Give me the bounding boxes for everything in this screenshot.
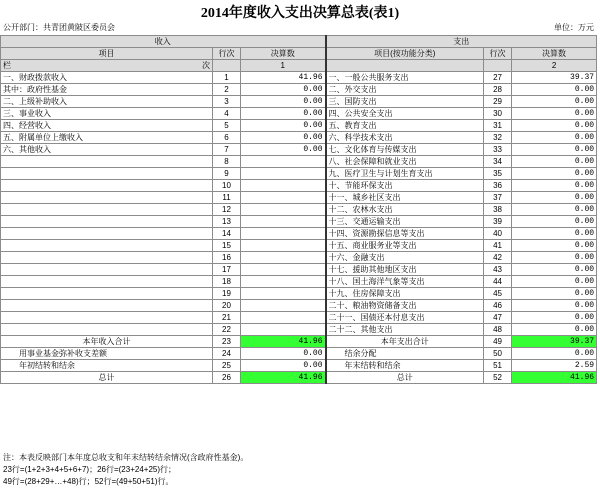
income-line-cell: 15 [213,240,241,252]
income-amount-cell: 0.00 [241,84,326,96]
expense-line-header: 行次 [484,48,512,60]
expense-amount-cell: 0.00 [512,300,597,312]
expense-line-cell: 27 [484,72,512,84]
income-item-cell: 四、经营收入 [1,120,213,132]
expense-line-cell: 34 [484,156,512,168]
income-line-cell: 18 [213,276,241,288]
income-item-cell [1,216,213,228]
income-amount-cell: 0.00 [241,108,326,120]
expense-line-cell: 38 [484,204,512,216]
income-item-cell [1,312,213,324]
expense-item-cell: 十四、资源勘探信息等支出 [326,228,484,240]
table-row [1,204,597,216]
expense-line-cell: 40 [484,228,512,240]
income-line-cell: 6 [213,132,241,144]
income-amount-cell [241,192,326,204]
income-total-line: 23 [213,336,241,348]
note-line: 23行=(1+2+3+4+5+6+7)；26行=(23+24+25)行； [3,465,177,474]
expense-amount-cell: 0.00 [512,204,597,216]
income-line-cell: 16 [213,252,241,264]
income-total-label: 总计 [1,372,213,384]
table-row [1,84,597,96]
table-row [1,300,597,312]
income-amount-cell [241,288,326,300]
blank-cell [213,60,241,72]
expense-total-line: 50 [484,348,512,360]
table-row [1,228,597,240]
expense-item-cell: 十六、金融支出 [326,252,484,264]
income-line-cell: 3 [213,96,241,108]
expense-line-cell: 45 [484,288,512,300]
income-line-cell: 11 [213,192,241,204]
income-line-header: 行次 [213,48,241,60]
income-line-cell: 2 [213,84,241,96]
income-item-header: 项目 [1,48,213,60]
table-notes [3,452,248,488]
income-total-label: 本年收入合计 [1,336,213,348]
expense-item-cell: 七、文化体育与传媒支出 [326,144,484,156]
expense-amount-cell: 0.00 [512,156,597,168]
income-amount-cell [241,264,326,276]
income-item-cell: 其中：政府性基金 [1,84,213,96]
income-total-line: 26 [213,372,241,384]
income-line-cell: 8 [213,156,241,168]
income-item-cell [1,156,213,168]
expense-item-cell: 十、节能环保支出 [326,180,484,192]
expense-amount-cell: 0.00 [512,180,597,192]
table-row [1,132,597,144]
table-row [1,264,597,276]
income-item-cell [1,204,213,216]
expense-item-cell: 二十二、其他支出 [326,324,484,336]
income-amount-cell: 0.00 [241,96,326,108]
income-item-cell [1,276,213,288]
expense-item-cell: 二十一、国债还本付息支出 [326,312,484,324]
income-amount-cell [241,204,326,216]
expense-amount-cell: 0.00 [512,288,597,300]
income-total-line: 25 [213,360,241,372]
income-line-cell: 19 [213,288,241,300]
income-section-header: 收入 [1,36,326,48]
income-total-amount: 0.00 [241,348,326,360]
expense-amount-cell: 0.00 [512,216,597,228]
income-item-cell [1,252,213,264]
expense-line-cell: 43 [484,264,512,276]
income-item-cell [1,288,213,300]
income-item-cell [1,264,213,276]
expense-line-cell: 28 [484,84,512,96]
expense-line-cell: 42 [484,252,512,264]
table-row [1,144,597,156]
income-item-cell: 一、财政拨款收入 [1,72,213,84]
expense-line-cell: 32 [484,132,512,144]
expense-line-cell: 39 [484,216,512,228]
expense-amount-cell: 0.00 [512,324,597,336]
income-item-cell [1,192,213,204]
expense-item-cell: 五、教育支出 [326,120,484,132]
income-item-cell [1,324,213,336]
expense-line-cell: 46 [484,300,512,312]
income-line-cell: 14 [213,228,241,240]
total-row [1,336,597,348]
expense-line-cell: 30 [484,108,512,120]
income-amount-cell [241,312,326,324]
expense-item-cell: 六、科学技术支出 [326,132,484,144]
expense-item-cell: 十三、交通运输支出 [326,216,484,228]
expense-item-cell: 二、外交支出 [326,84,484,96]
income-total-label: 用事业基金弥补收支差额 [1,348,213,360]
expense-item-cell: 十九、住房保障支出 [326,288,484,300]
expense-item-cell: 八、社会保障和就业支出 [326,156,484,168]
income-line-cell: 12 [213,204,241,216]
income-amount-header: 决算数 [241,48,326,60]
income-line-cell: 20 [213,300,241,312]
budget-table [0,35,597,384]
income-line-cell: 22 [213,324,241,336]
income-line-cell: 4 [213,108,241,120]
income-amount-cell [241,324,326,336]
expense-amount-cell: 0.00 [512,192,597,204]
income-amount-cell: 0.00 [241,144,326,156]
unit-label: 单位：万元 [554,23,594,32]
expense-total-line: 51 [484,360,512,372]
column-header-row [1,48,597,60]
expense-amount-cell: 0.00 [512,132,597,144]
expense-line-cell: 48 [484,324,512,336]
expense-line-cell: 36 [484,180,512,192]
expense-amount-header: 决算数 [512,48,597,60]
table-row [1,192,597,204]
income-amount-cell [241,300,326,312]
expense-total-amount: 41.96 [512,372,597,384]
income-item-cell [1,228,213,240]
expense-amount-cell: 0.00 [512,228,597,240]
table-row [1,324,597,336]
expense-line-cell: 33 [484,144,512,156]
expense-item-cell: 九、医疗卫生与计划生育支出 [326,168,484,180]
expense-amount-cell: 0.00 [512,312,597,324]
income-line-cell: 5 [213,120,241,132]
expense-amount-cell: 0.00 [512,120,597,132]
income-total-amount: 0.00 [241,360,326,372]
expense-line-cell: 44 [484,276,512,288]
expense-line-cell: 31 [484,120,512,132]
table-row [1,96,597,108]
income-amount-cell [241,216,326,228]
expense-amount-cell: 0.00 [512,144,597,156]
table-row [1,288,597,300]
income-total-amount: 41.96 [241,372,326,384]
income-total-line: 24 [213,348,241,360]
expense-item-cell: 四、公共安全支出 [326,108,484,120]
income-line-cell: 7 [213,144,241,156]
income-amount-cell [241,252,326,264]
lan-label: 栏 [3,61,11,70]
column-index-2: 2 [512,60,597,72]
income-amount-cell [241,240,326,252]
table-row [1,252,597,264]
table-row [1,72,597,84]
note-line: 49行=(28+29+…+48)行；52行=(49+50+51)行。 [3,477,174,486]
expense-total-label: 年末结转和结余 [326,360,484,372]
expense-item-cell: 十八、国土海洋气象等支出 [326,276,484,288]
income-line-cell: 9 [213,168,241,180]
expense-item-cell: 二十、粮油物资储备支出 [326,300,484,312]
expense-amount-cell: 0.00 [512,276,597,288]
expense-line-cell: 37 [484,192,512,204]
income-amount-cell: 0.00 [241,132,326,144]
table-row [1,156,597,168]
expense-total-amount: 2.59 [512,360,597,372]
table-row [1,276,597,288]
expense-amount-cell: 0.00 [512,252,597,264]
income-amount-cell [241,180,326,192]
table-row [1,216,597,228]
expense-item-cell: 十五、商业服务业等支出 [326,240,484,252]
table-row [1,108,597,120]
expense-amount-cell: 0.00 [512,108,597,120]
income-line-cell: 13 [213,216,241,228]
table-row [1,168,597,180]
expense-amount-cell: 0.00 [512,96,597,108]
income-amount-cell [241,156,326,168]
department-label: 公开部门：共青团黄陂区委员会 [3,23,115,32]
blank-cell [326,60,484,72]
total-row [1,348,597,360]
income-item-cell [1,180,213,192]
expense-item-header: 项目(按功能分类) [326,48,484,60]
expense-item-cell: 十二、农林水支出 [326,204,484,216]
table-row [1,240,597,252]
income-line-cell: 17 [213,264,241,276]
expense-amount-cell: 0.00 [512,240,597,252]
expense-total-label: 结余分配 [326,348,484,360]
income-amount-cell [241,228,326,240]
total-row [1,372,597,384]
income-item-cell: 二、上级补助收入 [1,96,213,108]
expense-total-line: 52 [484,372,512,384]
ci-label: 次 [202,61,210,70]
report-title: 2014年度收入支出决算总表(表1) [200,6,400,21]
expense-section-header: 支出 [326,36,597,48]
expense-item-cell: 十一、城乡社区支出 [326,192,484,204]
expense-amount-cell: 39.37 [512,72,597,84]
expense-line-cell: 41 [484,240,512,252]
expense-item-cell: 一、一般公共服务支出 [326,72,484,84]
lan-ci-cell [1,60,213,72]
income-item-cell: 五、附属单位上缴收入 [1,132,213,144]
table-row [1,120,597,132]
expense-total-label: 本年支出合计 [326,336,484,348]
income-item-cell: 三、事业收入 [1,108,213,120]
income-line-cell: 10 [213,180,241,192]
blank-cell [484,60,512,72]
note-line: 注：本表反映部门本年度总收支和年末结转结余情况(含政府性基金)。 [3,453,249,462]
income-item-cell: 六、其他收入 [1,144,213,156]
expense-item-cell: 三、国防支出 [326,96,484,108]
expense-total-label: 总计 [326,372,484,384]
expense-amount-cell: 0.00 [512,168,597,180]
expense-total-amount: 39.37 [512,336,597,348]
expense-total-amount: 0.00 [512,348,597,360]
income-total-label: 年初结转和结余 [1,360,213,372]
income-item-cell [1,300,213,312]
section-header-row [1,36,597,48]
income-amount-cell: 0.00 [241,120,326,132]
income-item-cell [1,240,213,252]
expense-total-line: 49 [484,336,512,348]
table-row [1,312,597,324]
income-line-cell: 1 [213,72,241,84]
column-index-row [1,60,597,72]
table-row [1,180,597,192]
expense-line-cell: 47 [484,312,512,324]
expense-line-cell: 29 [484,96,512,108]
income-amount-cell: 41.96 [241,72,326,84]
expense-amount-cell: 0.00 [512,264,597,276]
income-total-amount: 41.96 [241,336,326,348]
total-row [1,360,597,372]
expense-amount-cell: 0.00 [512,84,597,96]
expense-line-cell: 35 [484,168,512,180]
income-item-cell [1,168,213,180]
income-amount-cell [241,168,326,180]
income-line-cell: 21 [213,312,241,324]
column-index-1: 1 [241,60,326,72]
expense-item-cell: 十七、援助其他地区支出 [326,264,484,276]
income-amount-cell [241,276,326,288]
